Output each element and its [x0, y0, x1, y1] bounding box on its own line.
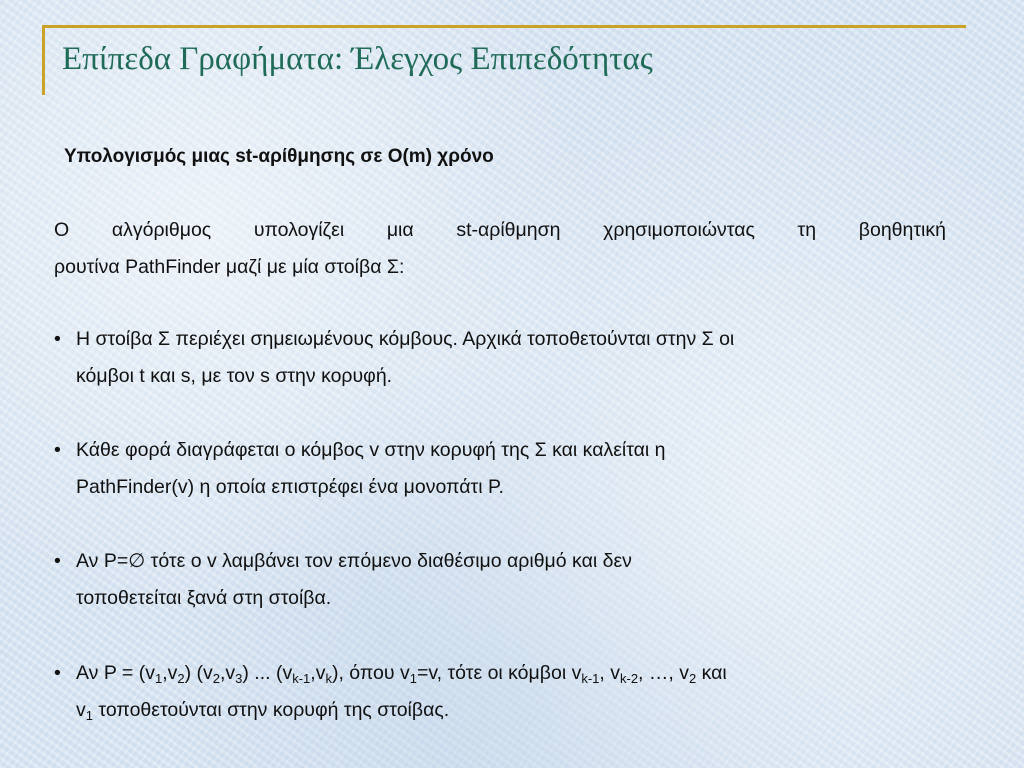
bullet-line-2: PathFinder(v) η οποία επιστρέφει ένα μονοπάτι P. [76, 476, 504, 498]
bullet-icon: • [54, 439, 61, 461]
title-top-rule [42, 25, 966, 28]
bullet-line-1: Η στοίβα Σ περιέχει σημειωμένους κόμβους. Αρχικά τοποθετούνται στην Σ οι [76, 328, 735, 350]
bullet-icon: • [54, 662, 61, 684]
subscript: k-2 [619, 671, 639, 686]
bullet-line-1 [54, 655, 954, 692]
text-run: Αν P = (v [76, 662, 155, 684]
subscript: k [325, 671, 332, 686]
text-run: ,v [310, 662, 326, 684]
subscript: 1 [85, 708, 93, 723]
bullet-item-pathfinder-call [54, 432, 954, 506]
text-run: και [696, 662, 727, 684]
text-run: =v, τότε οι κόμβοι v [416, 662, 582, 684]
text-run: ), όπου v [331, 662, 410, 684]
text-run: , v [599, 662, 620, 684]
subscript: 1 [154, 671, 163, 686]
text-run: ,v [162, 662, 178, 684]
subscript: k-1 [292, 671, 311, 686]
bullet-icon: • [54, 550, 61, 572]
bullet-line-2 [54, 692, 954, 729]
bullet-line-2: τοποθετείται ξανά στη στοίβα. [76, 587, 332, 609]
intro-paragraph [54, 212, 946, 286]
slide-title: Επίπεδα Γραφήματα: Έλεγχος Επιπεδότητας [62, 41, 653, 77]
bullet-item-nonempty-path [54, 655, 954, 729]
subscript: 3 [235, 671, 243, 686]
bullet-line-2: κόμβοι t και s, με τον s στην κορυφή. [76, 365, 393, 387]
bullet-line-1: Κάθε φορά διαγράφεται ο κόμβος v στην κορυφή της Σ και καλείται η [76, 439, 666, 461]
slide-subtitle: Υπολογισμός μιας st-αρίθμησης σε O(m) χρόνο [64, 146, 494, 167]
intro-line-2: ρουτίνα PathFinder μαζί με μία στοίβα Σ: [54, 256, 405, 278]
text-run: ) ... (v [242, 662, 293, 684]
subscript: 2 [177, 671, 185, 686]
text-run: ) (v [184, 662, 213, 684]
subscript: 1 [409, 671, 417, 686]
bullet-icon: • [54, 328, 61, 350]
title-left-rule [42, 25, 45, 95]
subscript: 2 [212, 671, 220, 686]
bullet-line-1: Αν P=∅ τότε ο v λαμβάνει τον επόμενο διαθέσιμο αριθμό και δεν [76, 550, 632, 572]
bullet-item-stack-contents [54, 321, 954, 395]
intro-line-1: Ο αλγόριθμος υπολογίζει μια st-αρίθμηση χρησιμοποιώντας τη βοηθητική [54, 219, 946, 241]
text-run: v [76, 699, 86, 721]
subscript: 2 [688, 671, 697, 686]
subscript: k-1 [581, 671, 600, 686]
bullet-item-empty-path [54, 543, 954, 617]
text-run: , …, v [638, 662, 689, 684]
text-run: τοποθετούνται στην κορυφή της στοίβας. [92, 699, 450, 721]
text-run: ,v [219, 662, 236, 684]
